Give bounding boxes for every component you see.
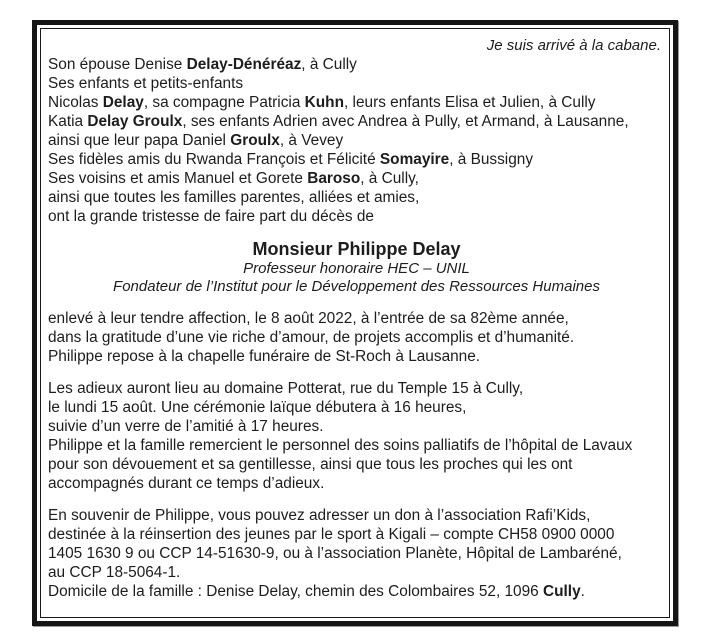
text-segment: enlevé à leur tendre affection, le 8 août 2022, à l’entrée de sa 82ème année, [48,310,569,327]
text-segment: . [580,583,585,600]
text-segment: Katia [48,113,88,130]
notice-line [48,582,665,601]
notice-line [48,93,665,112]
text-segment: En souvenir de Philippe, vous pouvez adresser un don à l’association Rafi’Kids, [48,507,591,524]
death-notice [40,28,670,618]
deceased-title-professor: Professeur honoraire HEC – UNIL [243,260,470,277]
text-segment: , à Bussigny [449,151,534,168]
text-segment: ainsi que leur papa Daniel [48,132,231,149]
notice-line [48,112,665,131]
text-segment: Ses enfants et petits-enfants [48,75,244,92]
notice-line [48,131,665,150]
notice-line [48,436,665,455]
epigraph: Je suis arrivé à la cabane. [486,37,661,54]
text-segment: Cully [543,583,581,600]
text-segment: , à Cully [301,56,357,73]
ceremony-paragraph [48,379,665,493]
notice-line [48,398,665,417]
text-segment: Kuhn [304,94,344,111]
deceased-name: Monsieur Philippe Delay [252,239,461,259]
text-segment: Philippe et la famille remercient le personnel des soins palliatifs de l’hôpital de Lavaux [48,437,633,454]
text-segment: , à Vevey [279,132,344,149]
death-details-paragraph [48,309,665,366]
notice-line [48,150,665,169]
notice-line [48,417,665,436]
notice-line [48,347,665,366]
text-segment: Nicolas [48,94,103,111]
text-segment: Domicile de la famille : Denise Delay, chemin des Colombaires 52, 1096 [48,583,544,600]
notice-line [48,328,665,347]
notice-line [48,309,665,328]
notice-line [48,74,665,93]
text-segment: ainsi que toutes les familles parentes, alliées et amies, [48,189,420,206]
text-segment: , ses enfants Adrien avec Andrea à Pully, et Armand, à Lausanne, [182,113,629,130]
text-segment: le lundi 15 août. Une cérémonie laïque débutera à 16 heures, [48,399,467,416]
notice-line [48,188,665,207]
text-segment: Delay-Dénéréaz [186,56,302,73]
notice-line [48,55,665,74]
notice-line [48,169,665,188]
notice-line [48,379,665,398]
text-segment: Delay [102,94,144,111]
deceased-title-founder: Fondateur de l’Institut pour le Développement des Ressources Humaines [113,278,600,295]
text-segment: , sa compagne Patricia [143,94,305,111]
text-segment: au CCP 18-5064-1. [48,564,181,581]
text-segment: Philippe repose à la chapelle funéraire de St-Roch à Lausanne. [48,348,481,365]
text-segment: pour son dévouement et sa gentillesse, ainsi que tous les proches qui les ont [48,456,573,473]
text-segment: accompagnés durant ce temps d’adieux. [48,475,325,492]
text-segment: Delay Groulx [87,113,183,130]
family-announcement-paragraph [48,55,665,226]
text-segment: Ses fidèles amis du Rwanda François et Félicité [48,151,380,168]
text-segment: Baroso [307,170,361,187]
notice-line [48,474,665,493]
notice-line [48,544,665,563]
text-segment: Groulx [230,132,280,149]
notice-line [48,455,665,474]
text-segment: dans la gratitude d’une vie riche d’amour, de projets accomplis et d’humanité. [48,329,575,346]
text-segment: destinée à la réinsertion des jeunes par le sport à Kigali – compte CH58 0900 0000 [48,526,615,543]
notice-line [48,525,665,544]
text-segment: Son épouse Denise [48,56,187,73]
notice-line [48,207,665,226]
text-segment: ont la grande tristesse de faire part du décès de [48,208,374,225]
notice-line [48,563,665,582]
text-segment: Somayire [379,151,450,168]
text-segment: 1405 1630 9 ou CCP 14-51630-9, ou à l’association Planète, Hôpital de Lambaréné, [48,545,622,562]
text-segment: suivie d’un verre de l’amitié à 17 heures. [48,418,324,435]
notice-line [48,506,665,525]
text-segment: Ses voisins et amis Manuel et Gorete [48,170,308,187]
donation-and-address-paragraph [48,506,665,601]
text-segment: , à Cully, [360,170,419,187]
text-segment: , leurs enfants Elisa et Julien, à Cully [343,94,596,111]
text-segment: Les adieux auront lieu au domaine Potterat, rue du Temple 15 à Cully, [48,380,524,397]
death-notice-frame [32,20,678,626]
